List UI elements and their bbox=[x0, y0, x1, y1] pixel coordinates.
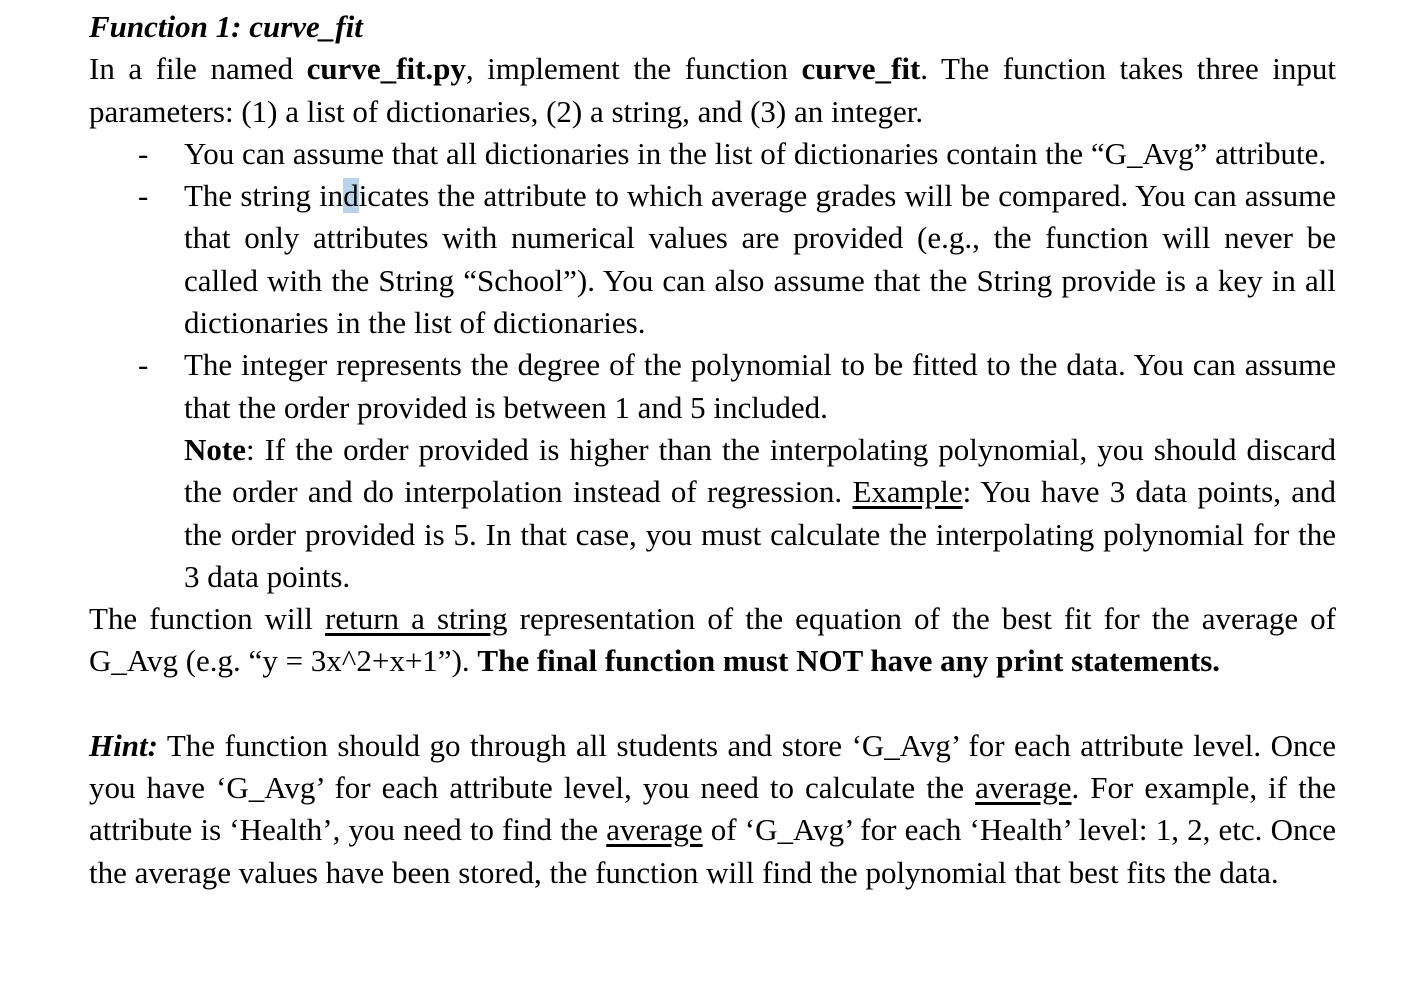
return-text-1: The function will bbox=[89, 601, 325, 637]
return-text-2: representation of the equation of the best fit for the average of G_Avg (e.g. “y = 3x^2+x+1”). bbox=[89, 601, 1336, 679]
parameter-list bbox=[89, 133, 1336, 429]
list-item bbox=[89, 344, 1336, 429]
average-underlined-2: average bbox=[606, 812, 703, 848]
list-item bbox=[89, 175, 1336, 344]
bullet-text-integer: The integer represents the degree of the polynomial to be fitted to the data. You can assume that the order provided is between 1 and 5 included. bbox=[184, 347, 1336, 425]
section-heading: Function 1: curve_fit bbox=[89, 9, 363, 44]
bullet-dash: - bbox=[138, 347, 149, 383]
document-page bbox=[89, 6, 1336, 894]
blank-line bbox=[89, 683, 1336, 725]
text-cursor-highlight[interactable]: d bbox=[343, 178, 359, 214]
no-print-warning: The final function must NOT have any print statements. bbox=[477, 643, 1221, 679]
list-item bbox=[89, 133, 1336, 175]
intro-text-2: , implement the function bbox=[465, 51, 802, 87]
note-paragraph bbox=[89, 429, 1336, 598]
return-a-string-text: return a string bbox=[325, 601, 508, 637]
bullet-dash: - bbox=[138, 178, 149, 214]
filename-text: curve_fit.py bbox=[306, 51, 466, 87]
bullet-text-dictionaries: You can assume that all dictionaries in the list of dictionaries contain the “G_Avg” attribute. bbox=[184, 135, 1327, 171]
intro-text-3: . The function takes three input parameters: (1) a list of dictionaries, (2) a string, and (3) an integer. bbox=[89, 51, 1336, 129]
bullet-dash: - bbox=[138, 135, 149, 171]
return-paragraph bbox=[89, 598, 1336, 683]
note-text-1: : If the order provided is higher than the interpolating polynomial, you should discard the order and do interpolation instead of regression. bbox=[184, 431, 1336, 510]
bullet-text-string-pre: The string in bbox=[184, 178, 344, 214]
hint-paragraph bbox=[89, 725, 1336, 894]
intro-text-1: In a file named bbox=[89, 51, 307, 87]
hint-text-3: of ‘G_Avg’ for each ‘Health’ level: 1, 2, etc. Once the average values have been stored, the function will find the polynomial that best fits the data. bbox=[89, 812, 1336, 890]
intro-paragraph bbox=[89, 48, 1336, 133]
hint-label: Hint: bbox=[89, 727, 158, 763]
hint-text-2: . For example, if the attribute is ‘Health’, you need to find the bbox=[89, 770, 1336, 848]
function-name-text: curve_fit bbox=[801, 51, 921, 87]
average-underlined-1: average bbox=[975, 770, 1072, 806]
hint-text-1: The function should go through all students and store ‘G_Avg’ for each attribute level. Once you have ‘G_Avg’ for each attribute level, you need to calculate the bbox=[89, 727, 1336, 806]
example-label: Example bbox=[852, 474, 963, 510]
bullet-text-string-post: icates the attribute to which average grades will be compared. You can assume that only attributes with numerical values are provided (e.g., the function will never be called with the String “School”). You can also assume that the String provide is a key in all dictionaries in the list of dictionaries. bbox=[184, 178, 1336, 341]
note-text-2: : You have 3 data points, and the order provided is 5. In that case, you must calculate the interpolating polynomial for the 3 data points. bbox=[184, 474, 1336, 594]
note-label: Note bbox=[184, 431, 246, 467]
